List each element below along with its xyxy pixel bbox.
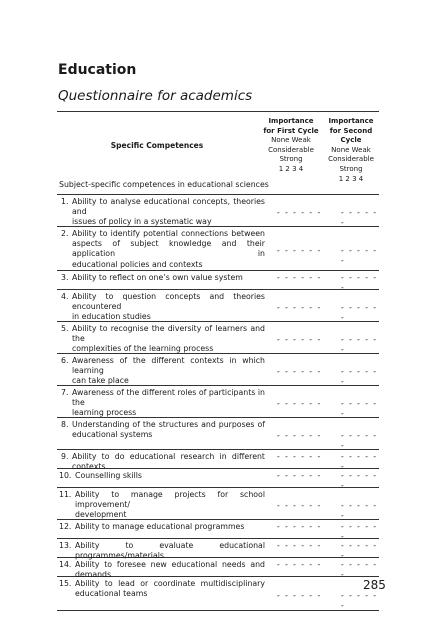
first-cycle-rating-blanks[interactable]: - - - - - - <box>277 431 322 440</box>
competence-text-line: learning process <box>72 408 137 418</box>
first-cycle-rating-blanks[interactable]: - - - - - - <box>277 471 322 480</box>
competence-text-line: Awareness of the different roles of participants in the <box>72 388 265 408</box>
competence-text-line: Ability to foresee new educational needs and demands <box>75 560 265 580</box>
second-cycle-rating-blanks[interactable]: - - - - - - <box>341 273 378 293</box>
row-number: 12. <box>59 522 72 531</box>
table-row <box>57 577 379 611</box>
competence-text <box>72 197 265 228</box>
second-cycle-rating-blanks[interactable]: - - - - - - <box>341 303 378 323</box>
competence-text <box>75 522 265 532</box>
competence-text <box>72 273 265 283</box>
table-header <box>57 112 379 183</box>
competence-text-line: Understanding of the structures and purposes of <box>72 420 265 429</box>
table-row <box>57 558 379 580</box>
first-cycle-rating-blanks[interactable]: - - - - - - <box>277 273 322 282</box>
first-cycle-header-line2: for First Cycle <box>263 126 319 135</box>
first-cycle-scale-line5: Strong <box>279 155 303 164</box>
competence-text-line: Awareness of the different contexts in which learning <box>72 356 265 376</box>
second-cycle-rating-blanks[interactable]: - - - - - - <box>341 335 378 355</box>
second-cycle-header-line1: Importance <box>328 117 374 125</box>
first-cycle-header-line1: Importance <box>268 117 314 125</box>
competence-text <box>75 471 265 481</box>
first-cycle-scale-line4: Considerable <box>268 145 314 154</box>
row-number: 2. <box>61 229 69 238</box>
competence-text-line: Ability to identify potential connections between <box>72 229 265 238</box>
first-cycle-rating-blanks[interactable]: - - - - - - <box>277 303 322 312</box>
second-cycle-rating-blanks[interactable]: - - - - - - <box>341 246 378 266</box>
page-subtitle: Questionnaire for academics <box>58 88 253 104</box>
table-row <box>57 290 379 322</box>
competence-text-line: Ability to lead or coordinate multidisciplinary <box>75 579 265 588</box>
first-cycle-rating-blanks[interactable]: - - - - - - <box>277 367 322 376</box>
second-cycle-rating-blanks[interactable]: - - - - - - <box>341 522 378 542</box>
page-number: 285 <box>363 578 386 592</box>
competence-text-line: aspects of subject knowledge and their application in <box>72 239 265 259</box>
first-cycle-rating-blanks[interactable]: - - - - - - <box>277 399 322 408</box>
table-row <box>57 271 379 293</box>
first-cycle-scale-line3: None Weak <box>271 136 311 145</box>
table-row <box>57 354 379 386</box>
second-cycle-header <box>321 117 381 184</box>
table-row <box>57 469 379 491</box>
row-number: 15. <box>59 579 72 588</box>
second-cycle-rating-blanks[interactable]: - - - - - - <box>341 560 378 580</box>
first-cycle-header <box>261 117 321 175</box>
competence-text-line: in education studies <box>72 312 151 322</box>
second-cycle-scale-line4: Considerable <box>328 155 374 164</box>
competence-text <box>72 356 265 387</box>
competence-text-line: can take place <box>72 376 129 386</box>
row-number: 5. <box>61 324 69 333</box>
table-row <box>57 450 379 472</box>
first-cycle-rating-blanks[interactable]: - - - - - - <box>277 560 322 569</box>
competence-text <box>72 292 265 323</box>
competence-text-line: educational policies and contexts <box>72 259 203 269</box>
first-cycle-scale-line6: 1 2 3 4 <box>278 164 304 173</box>
second-cycle-rating-blanks[interactable]: - - - - - - <box>341 208 378 228</box>
row-number: 11. <box>59 490 72 499</box>
competence-text-line: Ability to evaluate educational programmes/materials <box>75 541 265 561</box>
row-number: 8. <box>61 420 69 429</box>
second-cycle-scale-line6: 1 2 3 4 <box>338 174 364 183</box>
competence-text-line: issues of policy in a systematic way <box>72 217 212 227</box>
first-cycle-rating-blanks[interactable]: - - - - - - <box>277 208 322 217</box>
competence-text-line: Ability to do educational research in different contexts <box>72 452 265 472</box>
second-cycle-rating-blanks[interactable]: - - - - - - <box>341 501 378 521</box>
table-row <box>57 322 379 354</box>
row-number: 14. <box>59 560 72 569</box>
competence-text-line: development <box>75 510 127 520</box>
competence-text <box>75 579 265 599</box>
row-number: 6. <box>61 356 69 365</box>
competence-text <box>72 229 265 270</box>
table-row <box>57 195 379 227</box>
competence-text <box>72 420 265 440</box>
row-number: 1. <box>61 197 69 206</box>
competence-text-line: educational teams <box>75 589 148 599</box>
row-number: 7. <box>61 388 69 397</box>
competence-text-line: Ability to analyse educational concepts, theories and <box>72 197 265 217</box>
first-cycle-rating-blanks[interactable]: - - - - - - <box>277 522 322 531</box>
table-row <box>57 227 379 271</box>
competence-text <box>72 324 265 355</box>
competence-text <box>72 388 265 419</box>
competences-table <box>57 111 379 611</box>
specific-competences-header: Specific Competences <box>110 141 204 150</box>
competence-text-line: Ability to manage educational programmes <box>75 522 245 531</box>
second-cycle-rating-blanks[interactable]: - - - - - - <box>341 541 378 561</box>
first-cycle-rating-blanks[interactable]: - - - - - - <box>277 452 322 461</box>
competence-text <box>75 490 265 521</box>
second-cycle-header-line2: for Second Cycle <box>329 126 373 145</box>
second-cycle-scale-line3: None Weak <box>331 145 371 154</box>
first-cycle-rating-blanks[interactable]: - - - - - - <box>277 246 322 255</box>
table-row <box>57 418 379 450</box>
first-cycle-rating-blanks[interactable]: - - - - - - <box>277 335 322 344</box>
second-cycle-rating-blanks[interactable]: - - - - - - <box>341 431 378 451</box>
table-row <box>57 386 379 418</box>
second-cycle-rating-blanks[interactable]: - - - - - - <box>341 399 378 419</box>
second-cycle-rating-blanks[interactable]: - - - - - - <box>341 367 378 387</box>
second-cycle-rating-blanks[interactable]: - - - - - - <box>341 591 378 611</box>
competence-text-line: Ability to recognise the diversity of learners and the <box>72 324 265 344</box>
table-row <box>57 520 379 542</box>
competence-text-line: Ability to reflect on one’s own value system <box>72 273 243 282</box>
row-number: 13. <box>59 541 72 550</box>
first-cycle-rating-blanks[interactable]: - - - - - - <box>277 541 322 550</box>
row-number: 9. <box>61 452 69 461</box>
row-number: 4. <box>61 292 69 301</box>
page-title: Education <box>58 62 137 78</box>
second-cycle-rating-blanks[interactable]: - - - - - - <box>341 471 378 491</box>
table-row <box>57 488 379 520</box>
competence-text-line: educational systems <box>72 430 153 440</box>
first-cycle-rating-blanks[interactable]: - - - - - - <box>277 591 322 600</box>
competence-text-line: Ability to manage projects for school improvement/ <box>75 490 265 510</box>
first-cycle-rating-blanks[interactable]: - - - - - - <box>277 501 322 510</box>
table-row <box>57 539 379 561</box>
second-cycle-rating-blanks[interactable]: - - - - - - <box>341 452 378 472</box>
competence-text-line: Counselling skills <box>75 471 142 480</box>
competence-text-line: Ability to question concepts and theories encountered <box>72 292 265 312</box>
row-number: 10. <box>59 471 72 480</box>
row-number: 3. <box>61 273 69 282</box>
second-cycle-scale-line5: Strong <box>339 164 363 173</box>
competence-text-line: complexities of the learning process <box>72 344 214 354</box>
section-heading: Subject-specific competences in educational sciences <box>57 179 379 195</box>
